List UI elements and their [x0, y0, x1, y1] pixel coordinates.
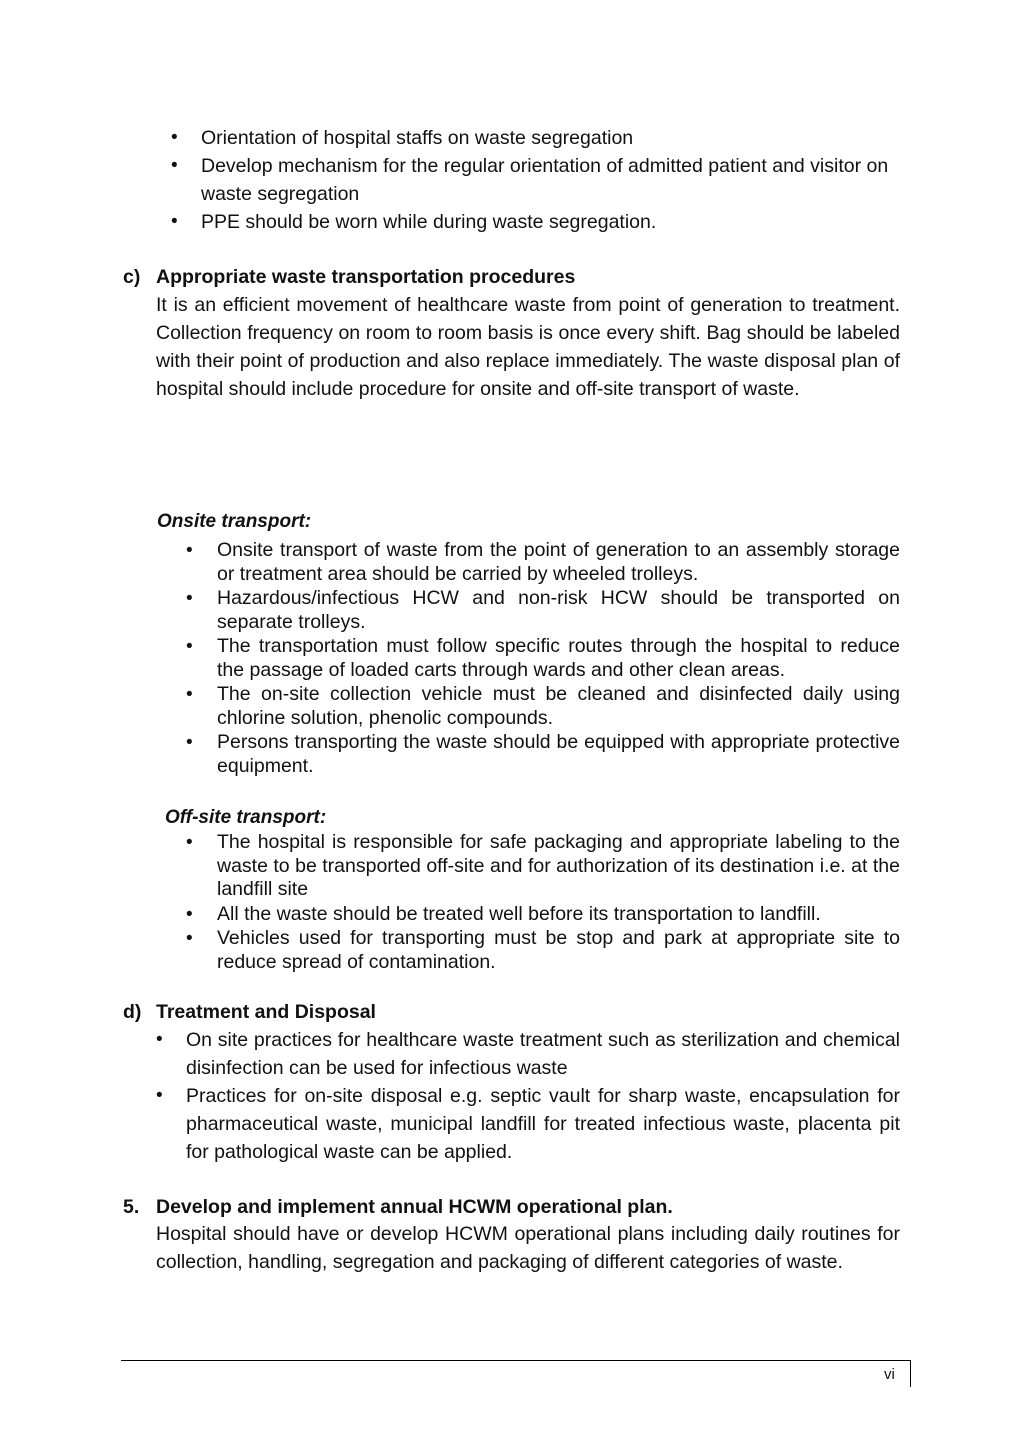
treatment-disposal-list [186, 1026, 900, 1166]
section-c-heading [123, 263, 576, 291]
section-c-paragraph: It is an efficient movement of healthcare waste from point of generation to treatment. Collection frequency on room to room basis is once every shift. Bag should be labeled with their point of production and also replace immediately. The waste disposal plan of hospital should include procedure for onsite and off-site transport of waste. [156, 294, 900, 400]
section-5-label: 5. [123, 1196, 140, 1218]
list-item: • On site practices for healthcare waste treatment such as sterilization and chemical disinfection can be used for infectious waste [186, 1026, 900, 1082]
list-item: • PPE should be worn while during waste segregation. [201, 208, 901, 236]
section-d-heading [123, 998, 376, 1026]
list-item: • All the waste should be treated well before its transportation to landfill. [217, 903, 900, 927]
section-c-title: Appropriate waste transportation procedures [156, 266, 576, 288]
footer-divider [910, 1360, 911, 1387]
section-d-title: Treatment and Disposal [156, 1001, 376, 1023]
section-d-label: d) [123, 1001, 142, 1023]
list-item: • Hazardous/infectious HCW and non-risk HCW should be transported on separate trolleys. [217, 587, 900, 634]
list-item: • Orientation of hospital staffs on waste segregation [201, 124, 901, 152]
list-item: • The hospital is responsible for safe packaging and appropriate labeling to the waste to be transported off-site and for authorization of its destination i.e. at the landfill site [217, 831, 900, 902]
section-5-heading [123, 1193, 673, 1221]
offsite-transport-list [217, 831, 900, 975]
list-item: • The transportation must follow specific routes through the hospital to reduce the passage of loaded carts through wards and other clean areas. [217, 635, 900, 682]
list-item: • The on-site collection vehicle must be cleaned and disinfected daily using chlorine solution, phenolic compounds. [217, 683, 900, 730]
section-c-label: c) [123, 266, 141, 288]
list-item: • Practices for on-site disposal e.g. septic vault for sharp waste, encapsulation for pharmaceutical waste, municipal landfill for treated infectious waste, placenta pit for pathological waste can be applied. [186, 1082, 900, 1166]
section-5-paragraph: Hospital should have or develop HCWM operational plans including daily routines for collection, handling, segregation and packaging of different categories of waste. [156, 1223, 900, 1273]
section-5-title: Develop and implement annual HCWM operational plan. [156, 1196, 673, 1218]
top-bullet-list [201, 124, 901, 236]
list-item: • Vehicles used for transporting must be stop and park at appropriate site to reduce spread of contamination. [217, 927, 900, 974]
list-item: • Develop mechanism for the regular orientation of admitted patient and visitor on waste segregation [201, 152, 901, 208]
footer-rule [121, 1360, 911, 1361]
offsite-transport-heading: Off-site transport: [165, 807, 327, 828]
list-item: • Onsite transport of waste from the point of generation to an assembly storage or treatment area should be carried by wheeled trolleys. [217, 539, 900, 586]
onsite-transport-heading: Onsite transport: [157, 511, 312, 532]
onsite-transport-list [217, 539, 900, 779]
list-item: • Persons transporting the waste should be equipped with appropriate protective equipment. [217, 731, 900, 778]
page-number: vi [884, 1366, 895, 1383]
